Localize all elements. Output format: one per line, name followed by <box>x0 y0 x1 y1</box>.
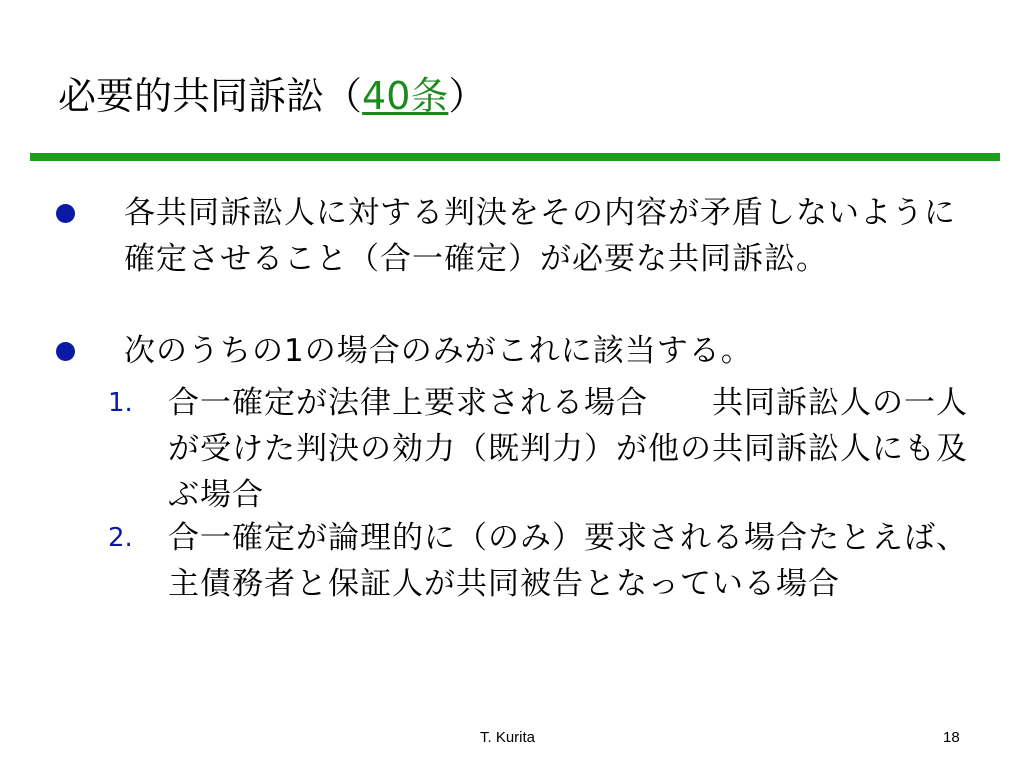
title-close-paren: ） <box>448 74 487 118</box>
numbered-text: 合一確定が論理的に（のみ）要求される場合たとえば、主債務者と保証人が共同被告となっている場合 <box>168 520 968 602</box>
bullet-text: 各共同訴訟人に対する判決をその内容が矛盾しないように確定させること（合一確定）が必要な共同訴訟。 <box>124 195 956 277</box>
article-link[interactable]: 40条 <box>362 74 449 118</box>
title-text: 必要的共同訴訟（ <box>58 74 363 118</box>
footer-author: T. Kurita <box>480 729 536 746</box>
bullet-dot-icon <box>56 342 75 361</box>
slide-title <box>58 74 486 120</box>
bullet-text: 次のうちの1の場合のみがこれに該当する。 <box>124 333 753 369</box>
footer-page-number: 18 <box>943 729 960 746</box>
bullet-dot-icon <box>56 204 75 223</box>
numbered-label: 1. <box>108 388 133 418</box>
numbered-text: 合一確定が法律上要求される場合 共同訴訟人の一人が受けた判決の効力（既判力）が他の共同訴訟人にも及ぶ場合 <box>168 385 968 513</box>
numbered-label: 2. <box>108 523 133 553</box>
title-divider <box>30 153 1000 161</box>
